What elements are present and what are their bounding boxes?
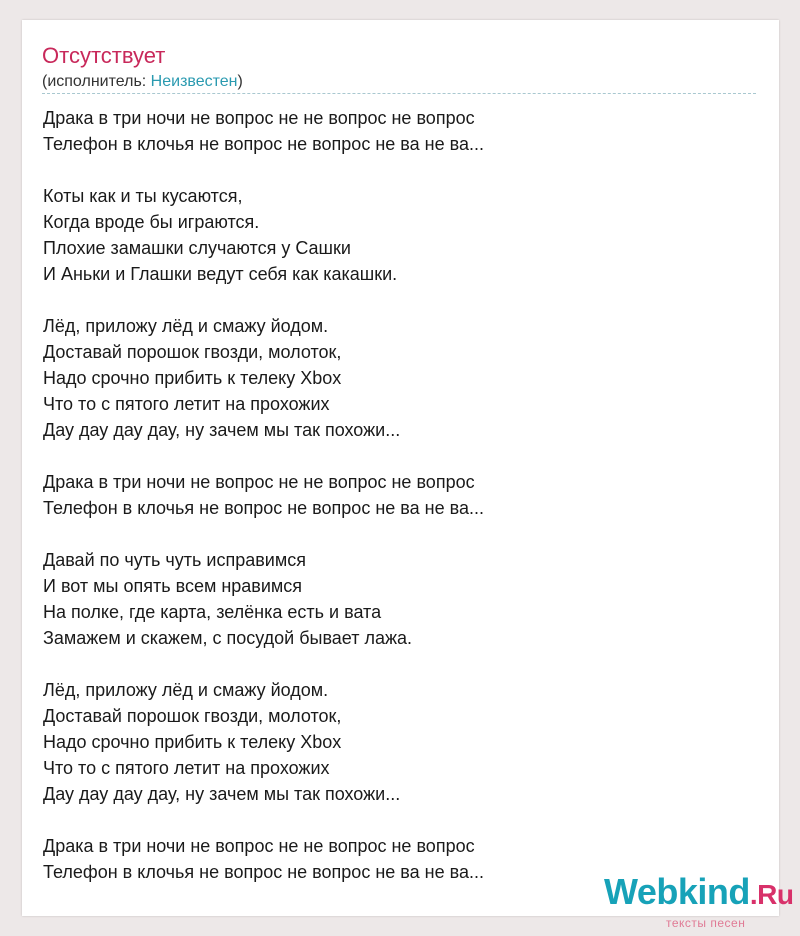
lyrics-stanza bbox=[43, 833, 484, 885]
lyrics-line: Драка в три ночи не вопрос не не вопрос не вопрос bbox=[43, 108, 475, 128]
lyrics-stanza bbox=[43, 183, 484, 287]
logo-wordmark bbox=[604, 872, 793, 915]
lyrics-line: И вот мы опять всем нравимся bbox=[43, 576, 303, 596]
lyrics-line: И Аньки и Глашки ведут себя как какашки. bbox=[43, 264, 398, 284]
lyrics-line: Что то с пятого летит на прохожих bbox=[43, 758, 330, 778]
title-divider bbox=[42, 93, 756, 94]
lyrics-line: Когда вроде бы играются. bbox=[43, 212, 260, 232]
site-logo[interactable] bbox=[604, 872, 800, 932]
lyrics-line: Плохие замашки случаются у Сашки bbox=[43, 238, 351, 258]
lyrics-line: Драка в три ночи не вопрос не не вопрос не вопрос bbox=[43, 472, 475, 492]
lyrics-line: Надо срочно прибить к телеку Xbox bbox=[43, 732, 342, 752]
lyrics-line: Давай по чуть чуть исправимся bbox=[43, 550, 306, 570]
lyrics-line: Что то с пятого летит на прохожих bbox=[43, 394, 330, 414]
lyrics-stanza bbox=[43, 469, 484, 521]
artist-prefix: (исполнитель: bbox=[42, 73, 151, 90]
lyrics-line: Телефон в клочья не вопрос не вопрос не ва не ва... bbox=[43, 862, 484, 882]
artist-link[interactable]: Неизвестен bbox=[150, 73, 238, 90]
lyrics-line: Надо срочно прибить к телеку Xbox bbox=[43, 368, 342, 388]
lyrics-line: Доставай порошок гвозди, молоток, bbox=[43, 706, 342, 726]
lyrics-card bbox=[22, 20, 794, 930]
lyrics-text bbox=[43, 105, 484, 885]
lyrics-stanza bbox=[43, 313, 484, 443]
lyrics-line: На полке, где карта, зелёнка есть и вата bbox=[43, 602, 382, 622]
artist-suffix: ) bbox=[237, 73, 243, 90]
logo-tagline: тексты песен bbox=[666, 916, 746, 930]
lyrics-stanza bbox=[43, 547, 484, 651]
lyrics-stanza bbox=[43, 105, 484, 157]
lyrics-line: Лёд, приложу лёд и смажу йодом. bbox=[43, 680, 329, 700]
lyrics-stanza bbox=[43, 677, 484, 807]
lyrics-line: Дау дау дау дау, ну зачем мы так похожи... bbox=[43, 420, 401, 440]
lyrics-line: Драка в три ночи не вопрос не не вопрос не вопрос bbox=[43, 836, 475, 856]
lyrics-line: Замажем и скажем, с посудой бывает лажа. bbox=[43, 628, 413, 648]
lyrics-line: Телефон в клочья не вопрос не вопрос не ва не ва... bbox=[43, 134, 484, 154]
logo-domain: .Ru bbox=[749, 879, 794, 910]
song-title: Отсутствует bbox=[42, 43, 166, 68]
lyrics-line: Дау дау дау дау, ну зачем мы так похожи... bbox=[43, 784, 401, 804]
logo-brand: Webkind bbox=[604, 871, 750, 912]
artist-line bbox=[42, 72, 243, 92]
lyrics-line: Доставай порошок гвозди, молоток, bbox=[43, 342, 342, 362]
lyrics-line: Лёд, приложу лёд и смажу йодом. bbox=[43, 316, 329, 336]
lyrics-line: Коты как и ты кусаются, bbox=[43, 186, 243, 206]
lyrics-line: Телефон в клочья не вопрос не вопрос не ва не ва... bbox=[43, 498, 484, 518]
